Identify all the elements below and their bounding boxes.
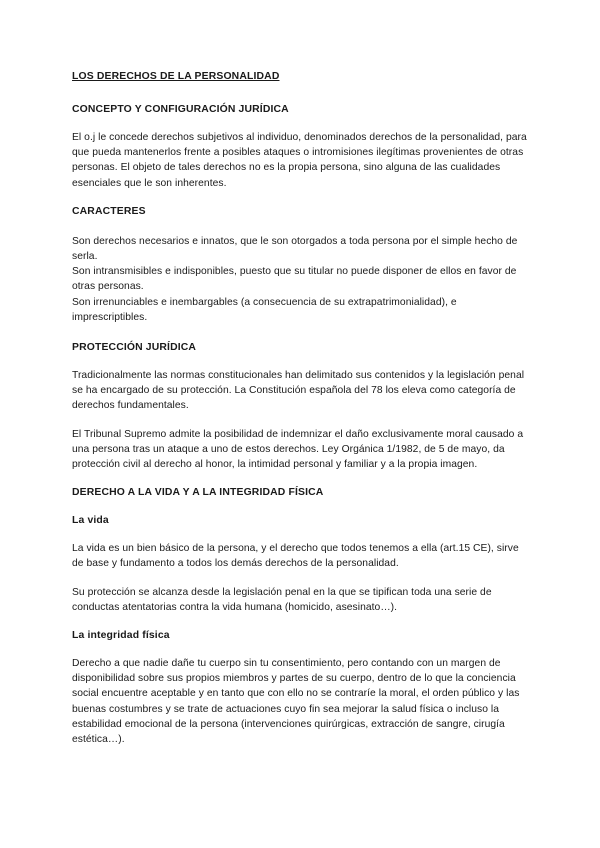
paragraph-vida-2: Su protección se alcanza desde la legislación penal en la que se tipifican toda una serie de conductas atentatorias contra la vida humana (homicido, asesinato…). [72,586,492,613]
paragraph-concepto: El o.j le concede derechos subjetivos al individuo, denominados derechos de la personalidad, para que pueda mantenerlos frente a posibles ataques o intromisiones ilegítimas provenientes de otras personas. El objeto de tales derechos no es la propia persona, sino alguna de las cualidades esenciales que le son inherentes. [72,132,527,189]
subsection-heading-integridad-fisica: La integridad física [72,630,170,642]
paragraph-proteccion-2: El Tribunal Supremo admite la posibilidad de indemnizar el daño exclusivamente moral causado a una persona tras un ataque a uno de estos derechos. Ley Orgánica 1/1982, de 5 de mayo, da protección civil al derecho al honor, la intimidad personal y familiar y a la propia imagen. [72,428,524,471]
subsection-heading-la-vida: La vida [72,515,109,527]
section-heading-proteccion: PROTECCIÓN JURÍDICA [72,342,197,354]
section-heading-concepto: CONCEPTO Y CONFIGURACIÓN JURÍDICA [72,104,289,115]
paragraph-vida-1: La vida es un bien básico de la persona, y el derecho que todos tenemos a ella (art.15 CE), sirve de base y fundamento a todos los demás derechos de la personalidad. [72,543,519,570]
paragraph-proteccion-1: Tradicionalmente las normas constitucionales han delimitado sus contenidos y la legislación penal se ha encargado de su protección. La Constitución española del 78 los eleva como categoría de derechos fundamentales. [72,370,525,412]
paragraph-caracteres-1: Son derechos necesarios e innatos, que le son otorgados a toda persona por el simple hecho de serla. [72,235,518,263]
paragraph-caracteres-2: Son intransmisibles e indisponibles, puesto que su titular no puede disponer de ellos en favor de otras personas. [72,266,517,293]
paragraph-caracteres-3: Son irrenunciables e inembargables (a consecuencia de su extrapatrimonialidad), e imprescriptibles. [72,296,457,323]
document-page [72,68,532,760]
section-heading-derecho-vida: DERECHO A LA VIDA Y A LA INTEGRIDAD FÍSICA [72,487,324,499]
section-heading-caracteres: CARACTERES [72,205,146,217]
document-title: LOS DERECHOS DE LA PERSONALIDAD [72,71,280,82]
paragraph-integridad-1: Derecho a que nadie dañe tu cuerpo sin tu consentimiento, pero contando con un margen de disponibilidad sobre sus propios miembros y partes de su cuerpo, dentro de lo que la conciencia social encuentre aceptable y en tanto que con ello no se contraríe la moral, el orden público y las buenas costumbres y se trate de actuaciones cuyo fin sea mejorar la salud física o incluso la estabilidad emocional de la persona (intervenciones quirúrgicas, extracción de sangre, cirugía estética…). [72,658,520,746]
